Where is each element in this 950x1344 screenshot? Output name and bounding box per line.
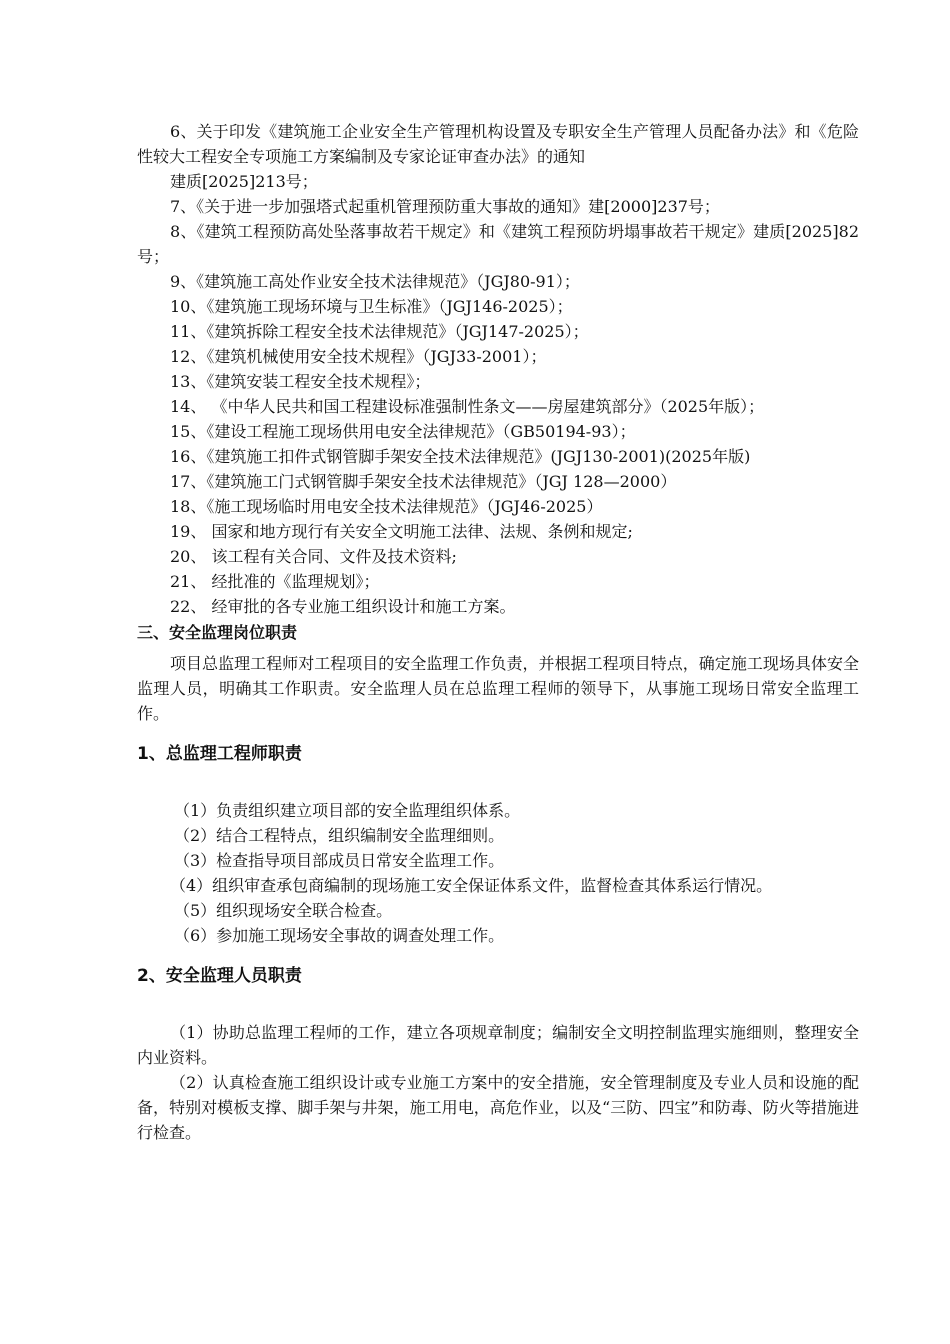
basis-item-7: 7、《关于进一步加强塔式起重机管理预防重大事故的通知》建[2000]237号； — [170, 197, 720, 216]
chief-duty-item: （4）组织审查承包商编制的现场施工安全保证体系文件，监督检查其体系运行情况。 — [170, 876, 773, 895]
chief-duty-item: （6）参加施工现场安全事故的调查处理工作。 — [174, 926, 505, 945]
basis-item-12: 12、《建筑机械使用安全技术规程》（JGJ33-2001）； — [170, 347, 547, 366]
staff-duty-item: （2）认真检查施工组织设计或专业施工方案中的安全措施，安全管理制度及专业人员和设施的配备，特别对模板支撑、脚手架与井架，施工用电，高危作业，以及“三防、四宝”和防毒、防火等措施进行检查。 — [137, 1073, 859, 1142]
basis-item-17: 17、《建筑施工门式钢管脚手架安全技术法律规范》（JGJ 128—2000） — [170, 472, 677, 491]
basis-item-16: 16、《建筑施工扣件式钢管脚手架安全技术法律规范》(JGJ130-2001)(2025年版) — [170, 447, 751, 466]
chief-duty-item: （1）负责组织建立项目部的安全监理组织体系。 — [174, 801, 521, 820]
section-title-safety-duties: 三、安全监理岗位职责 — [137, 623, 298, 642]
page-content — [137, 119, 859, 1145]
safety-staff-duties-title: 2、安全监理人员职责 — [137, 966, 302, 986]
chief-engineer-duties-title: 1、总监理工程师职责 — [137, 744, 302, 764]
basis-item-11: 11、《建筑拆除工程安全技术法律规范》（JGJ147-2025）； — [170, 322, 589, 341]
basis-item-18: 18、《施工现场临时用电安全技术法律规范》（JGJ46-2025） — [170, 497, 603, 516]
chief-duty-item: （5）组织现场安全联合检查。 — [174, 901, 393, 920]
chief-duty-item: （3）检查指导项目部成员日常安全监理工作。 — [174, 851, 505, 870]
staff-duties-list — [137, 1020, 859, 1145]
chief-duties-list — [137, 798, 859, 948]
basis-item-15: 15、《建设工程施工现场供用电安全法律规范》（GB50194-93）； — [170, 422, 636, 441]
basis-item-6-doc-number: 建质[2025]213号； — [170, 172, 318, 191]
basis-item-8: 8、《建筑工程预防高处坠落事故若干规定》和《建筑工程预防坍塌事故若干规定》建质[2025]82号； — [137, 222, 859, 266]
basis-item-6: 6、关于印发《建筑施工企业安全生产管理机构设置及专职安全生产管理人员配备办法》和《危险性较大工程安全专项施工方案编制及专家论证审查办法》的通知 — [137, 122, 859, 166]
section-intro: 项目总监理工程师对工程项目的安全监理工作负责，并根据工程项目特点，确定施工现场具体安全监理人员，明确其工作职责。安全监理人员在总监理工程师的领导下，从事施工现场日常安全监理工作。 — [137, 654, 859, 723]
basis-item-19: 19、 国家和地方现行有关安全文明施工法律、法规、条例和规定; — [170, 522, 633, 541]
basis-item-21: 21、 经批准的《监理规划》； — [170, 572, 380, 591]
chief-duty-item: （2）结合工程特点，组织编制安全监理细则。 — [174, 826, 505, 845]
basis-item-22: 22、 经审批的各专业施工组织设计和施工方案。 — [170, 597, 516, 616]
staff-duty-item: （1）协助总监理工程师的工作，建立各项规章制度；编制安全文明控制监理实施细则，整理安全内业资料。 — [137, 1023, 859, 1067]
basis-item-20: 20、 该工程有关合同、文件及技术资料; — [170, 547, 457, 566]
basis-item-14: 14、 《中华人民共和国工程建设标准强制性条文——房屋建筑部分》（2025年版）； — [170, 397, 765, 416]
basis-item-13: 13、《建筑安装工程安全技术规程》； — [170, 372, 431, 391]
basis-item-9: 9、《建筑施工高处作业安全技术法律规范》（JGJ80-91）； — [170, 272, 580, 291]
basis-item-10: 10、《建筑施工现场环境与卫生标准》（JGJ146-2025）； — [170, 297, 573, 316]
